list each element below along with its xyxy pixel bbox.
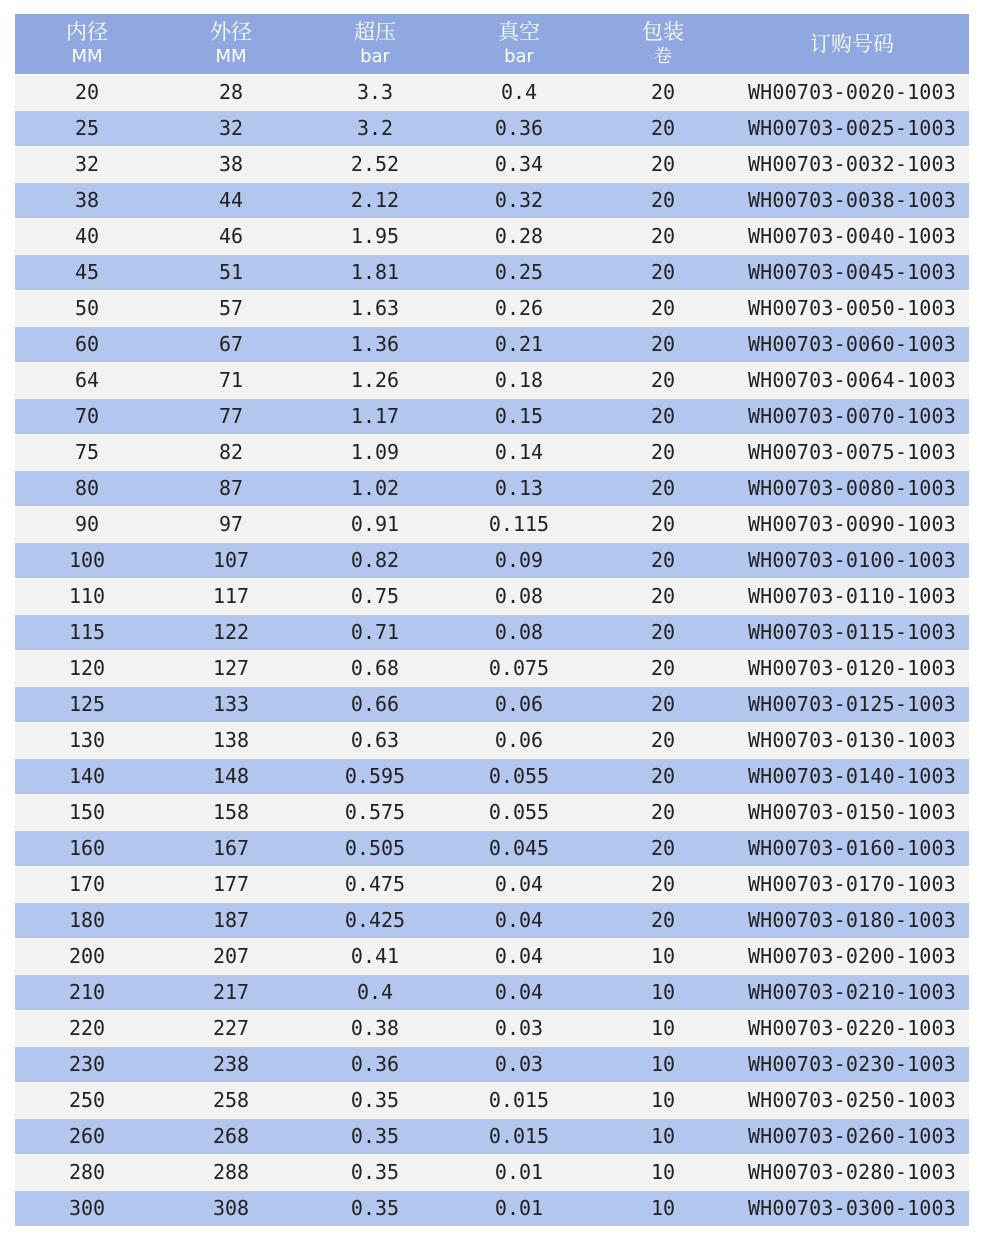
header-order-number (735, 14, 969, 74)
table-row (15, 722, 969, 758)
cell-inner-diameter: 100 (15, 542, 159, 578)
header-label: 包装 (642, 19, 684, 44)
cell-packaging: 20 (591, 542, 735, 578)
cell-order-number: WH00703-0300-1003 (735, 1190, 969, 1226)
cell-inner-diameter: 90 (15, 506, 159, 542)
cell-inner-diameter: 260 (15, 1118, 159, 1154)
cell-overpressure: 1.02 (303, 470, 447, 506)
cell-overpressure: 3.3 (303, 74, 447, 110)
cell-vacuum: 0.055 (447, 758, 591, 794)
header-label: 订购号码 (810, 31, 894, 56)
cell-vacuum: 0.03 (447, 1046, 591, 1082)
cell-vacuum: 0.09 (447, 542, 591, 578)
cell-packaging: 20 (591, 398, 735, 434)
cell-order-number: WH00703-0140-1003 (735, 758, 969, 794)
cell-packaging: 20 (591, 506, 735, 542)
table-row (15, 470, 969, 506)
cell-overpressure: 1.17 (303, 398, 447, 434)
cell-outer-diameter: 87 (159, 470, 303, 506)
table-row (15, 434, 969, 470)
cell-outer-diameter: 158 (159, 794, 303, 830)
cell-vacuum: 0.115 (447, 506, 591, 542)
header-unit: 卷 (654, 45, 672, 67)
cell-outer-diameter: 167 (159, 830, 303, 866)
cell-outer-diameter: 97 (159, 506, 303, 542)
cell-inner-diameter: 38 (15, 182, 159, 218)
cell-overpressure: 0.475 (303, 866, 447, 902)
cell-overpressure: 0.425 (303, 902, 447, 938)
cell-inner-diameter: 250 (15, 1082, 159, 1118)
cell-outer-diameter: 107 (159, 542, 303, 578)
cell-outer-diameter: 133 (159, 686, 303, 722)
cell-packaging: 20 (591, 290, 735, 326)
cell-overpressure: 0.71 (303, 614, 447, 650)
cell-packaging: 20 (591, 614, 735, 650)
cell-outer-diameter: 238 (159, 1046, 303, 1082)
cell-inner-diameter: 120 (15, 650, 159, 686)
table-row (15, 974, 969, 1010)
cell-inner-diameter: 110 (15, 578, 159, 614)
cell-packaging: 20 (591, 830, 735, 866)
cell-vacuum: 0.32 (447, 182, 591, 218)
cell-packaging: 20 (591, 902, 735, 938)
cell-inner-diameter: 125 (15, 686, 159, 722)
cell-inner-diameter: 170 (15, 866, 159, 902)
table-row (15, 182, 969, 218)
header-unit: MM (215, 45, 247, 67)
cell-packaging: 20 (591, 686, 735, 722)
cell-vacuum: 0.21 (447, 326, 591, 362)
table-row (15, 830, 969, 866)
cell-vacuum: 0.06 (447, 722, 591, 758)
cell-outer-diameter: 44 (159, 182, 303, 218)
cell-outer-diameter: 122 (159, 614, 303, 650)
header-label: 外径 (210, 19, 252, 44)
cell-order-number: WH00703-0120-1003 (735, 650, 969, 686)
cell-vacuum: 0.18 (447, 362, 591, 398)
cell-packaging: 10 (591, 1118, 735, 1154)
cell-inner-diameter: 160 (15, 830, 159, 866)
cell-outer-diameter: 28 (159, 74, 303, 110)
cell-outer-diameter: 308 (159, 1190, 303, 1226)
cell-order-number: WH00703-0280-1003 (735, 1154, 969, 1190)
cell-vacuum: 0.01 (447, 1190, 591, 1226)
table-row (15, 74, 969, 110)
cell-outer-diameter: 71 (159, 362, 303, 398)
cell-order-number: WH00703-0110-1003 (735, 578, 969, 614)
cell-outer-diameter: 258 (159, 1082, 303, 1118)
cell-vacuum: 0.01 (447, 1154, 591, 1190)
cell-order-number: WH00703-0075-1003 (735, 434, 969, 470)
table-row (15, 506, 969, 542)
header-overpressure (303, 14, 447, 74)
cell-inner-diameter: 150 (15, 794, 159, 830)
cell-vacuum: 0.055 (447, 794, 591, 830)
header-vacuum (447, 14, 591, 74)
cell-inner-diameter: 130 (15, 722, 159, 758)
cell-inner-diameter: 210 (15, 974, 159, 1010)
cell-inner-diameter: 70 (15, 398, 159, 434)
cell-order-number: WH00703-0060-1003 (735, 326, 969, 362)
cell-vacuum: 0.34 (447, 146, 591, 182)
header-inner-diameter (15, 14, 159, 74)
table-row (15, 1010, 969, 1046)
cell-vacuum: 0.06 (447, 686, 591, 722)
table-row (15, 938, 969, 974)
table-row (15, 290, 969, 326)
cell-outer-diameter: 67 (159, 326, 303, 362)
cell-order-number: WH00703-0220-1003 (735, 1010, 969, 1046)
cell-packaging: 20 (591, 74, 735, 110)
cell-order-number: WH00703-0064-1003 (735, 362, 969, 398)
cell-outer-diameter: 51 (159, 254, 303, 290)
cell-vacuum: 0.03 (447, 1010, 591, 1046)
cell-outer-diameter: 127 (159, 650, 303, 686)
cell-overpressure: 0.35 (303, 1154, 447, 1190)
cell-outer-diameter: 77 (159, 398, 303, 434)
cell-vacuum: 0.04 (447, 938, 591, 974)
cell-packaging: 20 (591, 866, 735, 902)
cell-overpressure: 0.595 (303, 758, 447, 794)
table-row (15, 614, 969, 650)
cell-overpressure: 0.63 (303, 722, 447, 758)
cell-packaging: 20 (591, 578, 735, 614)
cell-inner-diameter: 50 (15, 290, 159, 326)
table-row (15, 1190, 969, 1226)
cell-overpressure: 1.09 (303, 434, 447, 470)
table-row (15, 326, 969, 362)
cell-vacuum: 0.045 (447, 830, 591, 866)
cell-vacuum: 0.075 (447, 650, 591, 686)
header-unit: MM (71, 45, 103, 67)
cell-inner-diameter: 40 (15, 218, 159, 254)
cell-inner-diameter: 60 (15, 326, 159, 362)
cell-overpressure: 0.91 (303, 506, 447, 542)
cell-order-number: WH00703-0038-1003 (735, 182, 969, 218)
cell-order-number: WH00703-0070-1003 (735, 398, 969, 434)
table-row (15, 686, 969, 722)
cell-overpressure: 0.68 (303, 650, 447, 686)
cell-outer-diameter: 207 (159, 938, 303, 974)
cell-order-number: WH00703-0250-1003 (735, 1082, 969, 1118)
cell-inner-diameter: 64 (15, 362, 159, 398)
cell-vacuum: 0.25 (447, 254, 591, 290)
cell-vacuum: 0.28 (447, 218, 591, 254)
cell-order-number: WH00703-0130-1003 (735, 722, 969, 758)
cell-inner-diameter: 280 (15, 1154, 159, 1190)
header-unit: bar (504, 45, 534, 67)
header-unit: bar (360, 45, 390, 67)
cell-packaging: 20 (591, 218, 735, 254)
cell-overpressure: 1.63 (303, 290, 447, 326)
header-label: 内径 (66, 19, 108, 44)
cell-order-number: WH00703-0020-1003 (735, 74, 969, 110)
cell-inner-diameter: 220 (15, 1010, 159, 1046)
cell-order-number: WH00703-0115-1003 (735, 614, 969, 650)
cell-inner-diameter: 180 (15, 902, 159, 938)
cell-overpressure: 0.38 (303, 1010, 447, 1046)
cell-order-number: WH00703-0180-1003 (735, 902, 969, 938)
cell-packaging: 20 (591, 650, 735, 686)
cell-vacuum: 0.04 (447, 902, 591, 938)
table-row (15, 866, 969, 902)
cell-inner-diameter: 115 (15, 614, 159, 650)
cell-outer-diameter: 82 (159, 434, 303, 470)
cell-overpressure: 0.505 (303, 830, 447, 866)
table-row (15, 254, 969, 290)
cell-overpressure: 1.36 (303, 326, 447, 362)
cell-packaging: 20 (591, 146, 735, 182)
table-row (15, 542, 969, 578)
cell-packaging: 10 (591, 974, 735, 1010)
cell-outer-diameter: 46 (159, 218, 303, 254)
cell-inner-diameter: 140 (15, 758, 159, 794)
cell-order-number: WH00703-0230-1003 (735, 1046, 969, 1082)
table-row (15, 794, 969, 830)
cell-overpressure: 0.35 (303, 1190, 447, 1226)
cell-order-number: WH00703-0025-1003 (735, 110, 969, 146)
cell-vacuum: 0.15 (447, 398, 591, 434)
cell-outer-diameter: 288 (159, 1154, 303, 1190)
cell-outer-diameter: 138 (159, 722, 303, 758)
cell-inner-diameter: 75 (15, 434, 159, 470)
cell-inner-diameter: 45 (15, 254, 159, 290)
table-row (15, 1046, 969, 1082)
cell-overpressure: 0.41 (303, 938, 447, 974)
cell-outer-diameter: 177 (159, 866, 303, 902)
table-row (15, 1154, 969, 1190)
cell-packaging: 10 (591, 1190, 735, 1226)
cell-outer-diameter: 187 (159, 902, 303, 938)
spec-table-container (15, 14, 969, 1226)
table-row (15, 650, 969, 686)
cell-overpressure: 0.75 (303, 578, 447, 614)
cell-packaging: 20 (591, 758, 735, 794)
cell-packaging: 20 (591, 470, 735, 506)
table-row (15, 398, 969, 434)
cell-order-number: WH00703-0160-1003 (735, 830, 969, 866)
cell-packaging: 20 (591, 722, 735, 758)
cell-packaging: 20 (591, 110, 735, 146)
header-packaging (591, 14, 735, 74)
cell-order-number: WH00703-0100-1003 (735, 542, 969, 578)
table-body (15, 74, 969, 1226)
cell-order-number: WH00703-0260-1003 (735, 1118, 969, 1154)
cell-inner-diameter: 200 (15, 938, 159, 974)
table-row (15, 218, 969, 254)
cell-overpressure: 2.12 (303, 182, 447, 218)
cell-outer-diameter: 57 (159, 290, 303, 326)
cell-vacuum: 0.4 (447, 74, 591, 110)
cell-outer-diameter: 148 (159, 758, 303, 794)
header-outer-diameter (159, 14, 303, 74)
header-label: 真空 (498, 19, 540, 44)
cell-overpressure: 1.95 (303, 218, 447, 254)
cell-inner-diameter: 25 (15, 110, 159, 146)
table-row (15, 758, 969, 794)
cell-inner-diameter: 230 (15, 1046, 159, 1082)
cell-overpressure: 0.36 (303, 1046, 447, 1082)
cell-vacuum: 0.08 (447, 578, 591, 614)
table-header (15, 14, 969, 74)
cell-vacuum: 0.14 (447, 434, 591, 470)
cell-vacuum: 0.04 (447, 866, 591, 902)
cell-packaging: 10 (591, 938, 735, 974)
cell-order-number: WH00703-0090-1003 (735, 506, 969, 542)
table-row (15, 146, 969, 182)
cell-packaging: 20 (591, 794, 735, 830)
cell-order-number: WH00703-0050-1003 (735, 290, 969, 326)
table-row (15, 362, 969, 398)
cell-order-number: WH00703-0040-1003 (735, 218, 969, 254)
cell-vacuum: 0.36 (447, 110, 591, 146)
table-row (15, 1082, 969, 1118)
cell-order-number: WH00703-0170-1003 (735, 866, 969, 902)
table-row (15, 902, 969, 938)
cell-overpressure: 2.52 (303, 146, 447, 182)
cell-order-number: WH00703-0210-1003 (735, 974, 969, 1010)
cell-packaging: 10 (591, 1010, 735, 1046)
cell-vacuum: 0.015 (447, 1082, 591, 1118)
cell-vacuum: 0.04 (447, 974, 591, 1010)
cell-overpressure: 0.82 (303, 542, 447, 578)
header-label: 超压 (354, 19, 396, 44)
hose-spec-table (15, 14, 969, 1226)
cell-order-number: WH00703-0150-1003 (735, 794, 969, 830)
cell-overpressure: 0.35 (303, 1118, 447, 1154)
cell-packaging: 20 (591, 326, 735, 362)
cell-overpressure: 0.66 (303, 686, 447, 722)
cell-packaging: 20 (591, 434, 735, 470)
cell-packaging: 10 (591, 1154, 735, 1190)
cell-order-number: WH00703-0080-1003 (735, 470, 969, 506)
cell-overpressure: 1.26 (303, 362, 447, 398)
cell-packaging: 10 (591, 1082, 735, 1118)
cell-overpressure: 0.35 (303, 1082, 447, 1118)
header-row (15, 14, 969, 74)
table-row (15, 110, 969, 146)
cell-packaging: 20 (591, 254, 735, 290)
cell-outer-diameter: 268 (159, 1118, 303, 1154)
cell-vacuum: 0.13 (447, 470, 591, 506)
cell-order-number: WH00703-0200-1003 (735, 938, 969, 974)
cell-overpressure: 3.2 (303, 110, 447, 146)
cell-packaging: 20 (591, 362, 735, 398)
table-row (15, 1118, 969, 1154)
cell-packaging: 20 (591, 182, 735, 218)
cell-outer-diameter: 117 (159, 578, 303, 614)
cell-overpressure: 1.81 (303, 254, 447, 290)
cell-order-number: WH00703-0125-1003 (735, 686, 969, 722)
cell-order-number: WH00703-0032-1003 (735, 146, 969, 182)
cell-packaging: 10 (591, 1046, 735, 1082)
cell-inner-diameter: 32 (15, 146, 159, 182)
table-row (15, 578, 969, 614)
cell-overpressure: 0.4 (303, 974, 447, 1010)
cell-outer-diameter: 38 (159, 146, 303, 182)
cell-order-number: WH00703-0045-1003 (735, 254, 969, 290)
cell-vacuum: 0.26 (447, 290, 591, 326)
cell-inner-diameter: 20 (15, 74, 159, 110)
cell-overpressure: 0.575 (303, 794, 447, 830)
cell-outer-diameter: 217 (159, 974, 303, 1010)
cell-inner-diameter: 80 (15, 470, 159, 506)
cell-outer-diameter: 227 (159, 1010, 303, 1046)
cell-vacuum: 0.015 (447, 1118, 591, 1154)
cell-vacuum: 0.08 (447, 614, 591, 650)
cell-inner-diameter: 300 (15, 1190, 159, 1226)
cell-outer-diameter: 32 (159, 110, 303, 146)
